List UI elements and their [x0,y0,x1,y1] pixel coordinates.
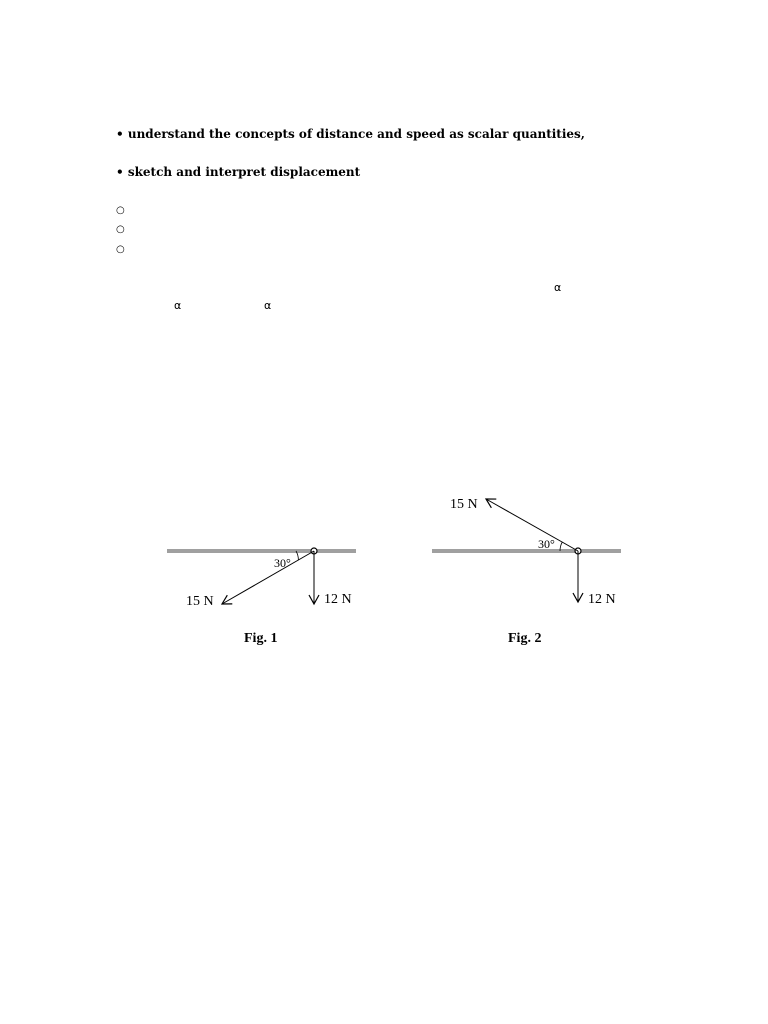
force-label-angled: 15 N [186,594,214,609]
force-arrow-angled [486,499,578,551]
figure-caption: Fig. 2 [508,631,542,646]
objective-1: • understand the concepts of distance and speed as scalar quantities, [116,127,585,141]
sub-bullet-marker: ○ [116,205,125,216]
angle-label: 30° [538,537,555,551]
alpha-symbol: α [264,299,272,312]
figure-2 [425,490,630,655]
sub-bullet-marker: ○ [116,244,125,255]
alpha-symbol: α [554,281,562,294]
force-label-angled: 15 N [450,497,478,512]
figure-caption: Fig. 1 [244,631,278,646]
alpha-symbol: α [174,299,182,312]
angle-label: 30° [274,556,291,570]
force-label-vertical: 12 N [588,592,616,607]
force-arrow-angled [222,551,314,604]
figure-1 [160,530,370,655]
force-label-vertical: 12 N [324,592,352,607]
sub-bullet-marker: ○ [116,224,125,235]
objective-2: • sketch and interpret displacement [116,165,361,179]
